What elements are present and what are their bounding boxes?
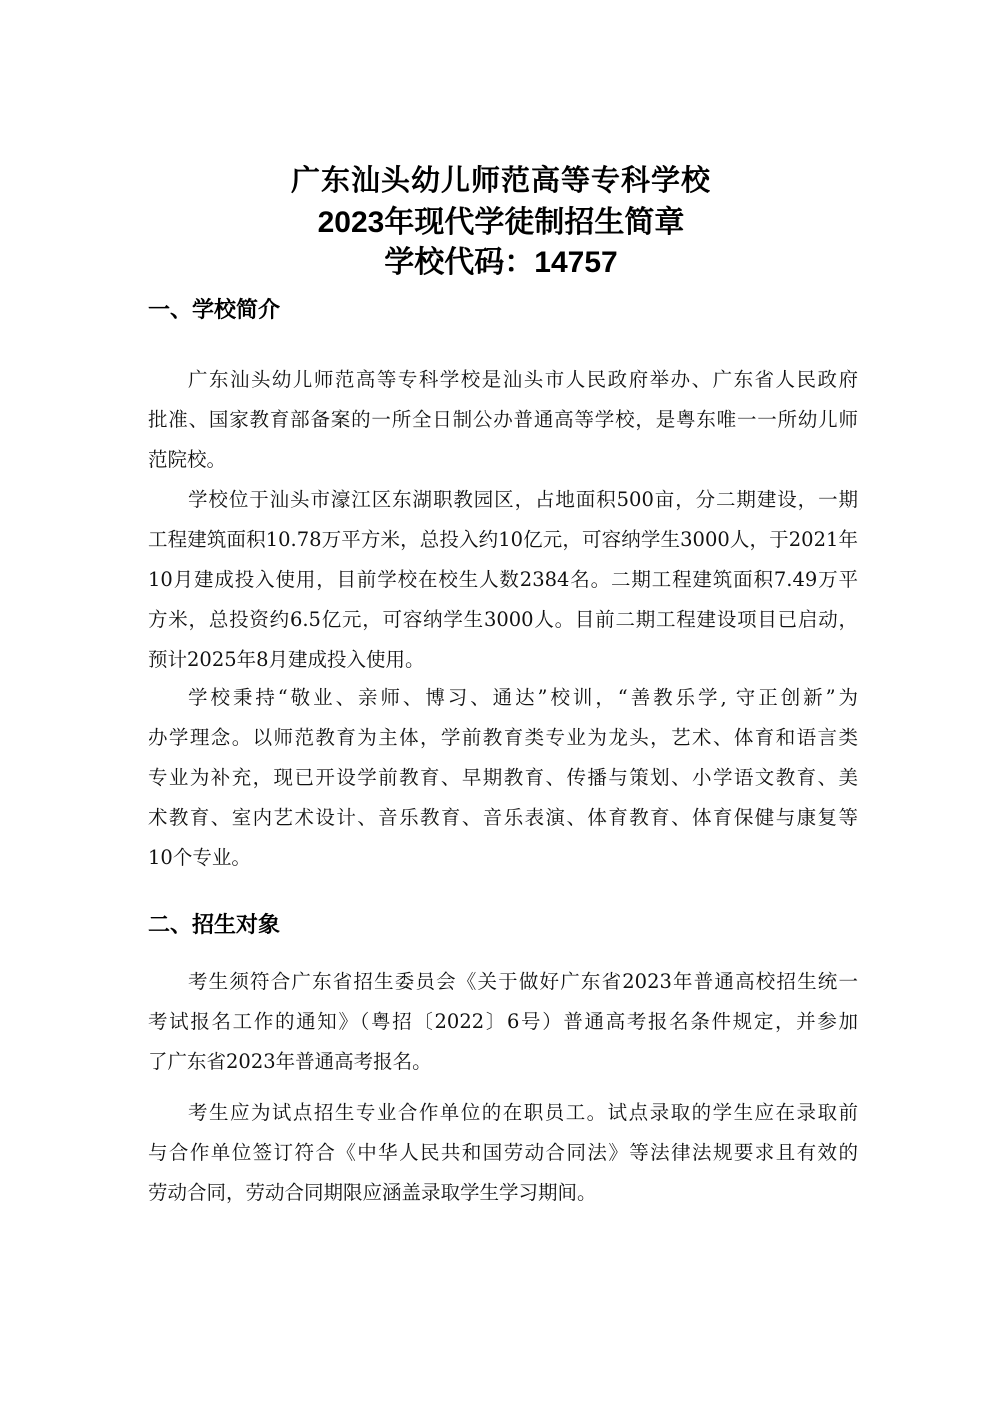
- paragraph-school-overview: [148, 360, 858, 480]
- text-line: 了广东省2023年普通高考报名。: [148, 1050, 432, 1073]
- text-line: 学校秉持“敬业、亲师、博习、通达”校训，“善教乐学, 守正创新”为: [188, 686, 858, 709]
- section-heading-enrollment-target: 二、招生对象: [148, 913, 281, 938]
- text-line: 10个专业。: [148, 846, 251, 869]
- text-line: 范院校。: [148, 448, 227, 471]
- document-title-school-name: 广东汕头幼儿师范高等专科学校: [290, 163, 711, 197]
- paragraph-exam-requirement: [148, 962, 858, 1082]
- text-line: 学校位于汕头市濠江区东湖职教园区，占地面积500亩，分二期建设，一期: [188, 488, 858, 511]
- text-line: 方米，总投资约6.5亿元，可容纳学生3000人。目前二期工程建设项目已启动，: [148, 608, 858, 631]
- text-line: 劳动合同，劳动合同期限应涵盖录取学生学习期间。: [148, 1181, 597, 1204]
- paragraph-employee-requirement: [148, 1093, 858, 1213]
- text-line: 与合作单位签订符合《中华人民共和国劳动合同法》等法律法规要求且有效的: [148, 1141, 858, 1164]
- paragraph-campus-info: [148, 480, 858, 680]
- paragraph-motto-and-majors: [148, 678, 858, 878]
- text-line: 工程建筑面积10.78万平方米，总投入约10亿元，可容纳学生3000人，于2021年: [148, 528, 858, 551]
- text-line: 考生应为试点招生专业合作单位的在职员工。试点录取的学生应在录取前: [188, 1101, 858, 1124]
- section-heading-school-intro: 一、学校简介: [148, 298, 281, 323]
- document-title-brochure: 2023年现代学徒制招生简章: [317, 206, 685, 239]
- text-line: 办学理念。以师范教育为主体，学前教育类专业为龙头，艺术、体育和语言类: [148, 726, 858, 749]
- text-line: 考试报名工作的通知》（粤招〔2022〕6号）普通高考报名条件规定，并参加: [148, 1010, 858, 1033]
- text-line: 广东汕头幼儿师范高等专科学校是汕头市人民政府举办、广东省人民政府: [188, 368, 858, 391]
- document-title-school-code: 学校代码：14757: [384, 246, 618, 279]
- text-line: 预计2025年8月建成投入使用。: [148, 648, 425, 671]
- text-line: 术教育、室内艺术设计、音乐教育、音乐表演、体育教育、体育保健与康复等: [148, 806, 858, 829]
- text-line: 批准、国家教育部备案的一所全日制公办普通高等学校，是粤东唯一一所幼儿师: [148, 408, 858, 431]
- text-line: 专业为补充，现已开设学前教育、早期教育、传播与策划、小学语文教育、美: [148, 766, 858, 789]
- text-line: 10月建成投入使用，目前学校在校生人数2384名。二期工程建筑面积7.49万平: [148, 568, 858, 591]
- text-line: 考生须符合广东省招生委员会《关于做好广东省2023年普通高校招生统一: [188, 970, 858, 993]
